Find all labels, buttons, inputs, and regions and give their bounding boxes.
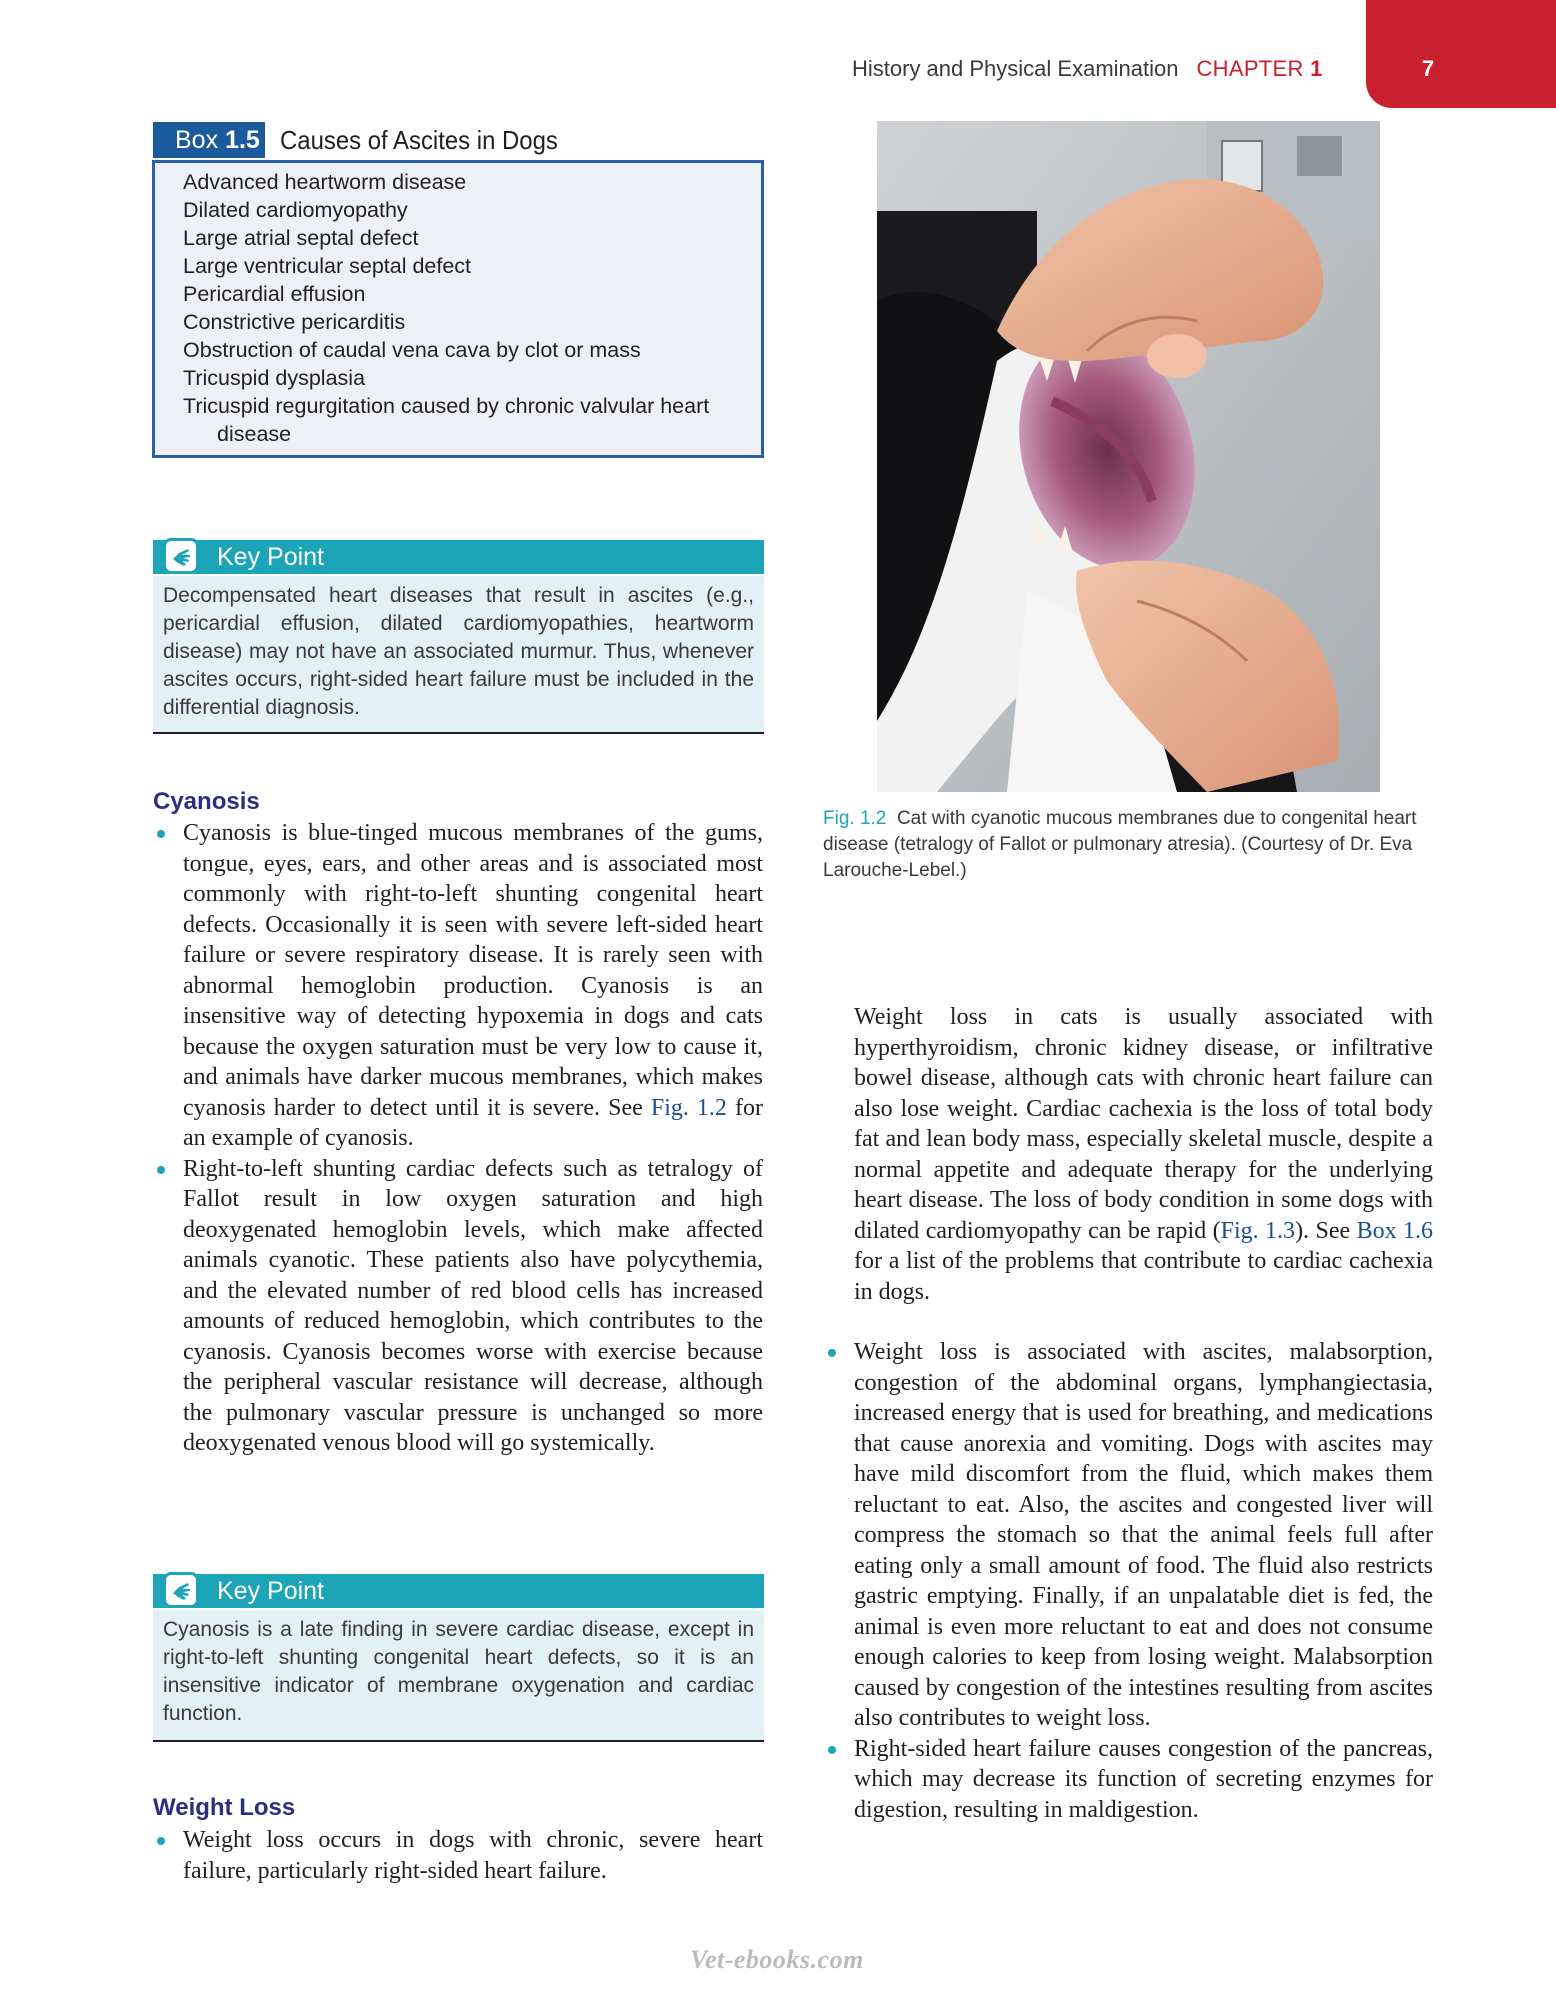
box-list-item: Large atrial septal defect (183, 226, 419, 250)
paragraph-text: for a list of the problems that contribute to cardiac cachexia in dogs. (854, 1248, 1433, 1305)
weight-loss-list (153, 1825, 763, 1886)
bullet-text: Cyanosis is blue-tinged mucous membranes of the gums, tongue, eyes, ears, and other areas and is associated most commonly with right-to-left shunting congenital heart defects. Occasionally it is seen with severe left-sided heart failure or severe respiratory disease. It is rarely seen with abnormal hemoglobin production. Cyanosis is an insensitive way of detecting hypoxemia in dogs and cats because the oxygen saturation must be very low to cause it, and animals have darker mucous membranes, which makes cyanosis harder to detect until it is severe. See (183, 820, 763, 1121)
bullet-icon (828, 1746, 836, 1754)
bullet-icon (157, 830, 165, 838)
box-list-item: Advanced heartworm disease (183, 170, 467, 194)
pointing-hand-icon (163, 1572, 199, 1608)
bullet-text: Weight loss is associated with ascites, malabsorption, congestion of the abdominal organs, lymphangiectasia, increased energy that is used for breathing, and medications that cause anorexia and vomiting. Dogs with ascites may have mild discomfort from the fluid, which makes them reluctant to eat. Also, the ascites and congested liver will compress the stomach so that the animal feels full after eating only a small amount of food. The fluid also restricts gastric emptying. Finally, if an unpalatable diet is fed, the animal is even more reluctant to eat and does not consume enough calories to keep from losing weight. Malabsorption caused by congestion of the intestines resulting from ascites also contributes to weight loss. (854, 1339, 1433, 1731)
pointing-hand-icon (163, 538, 199, 574)
box-label-number: 1.5 (225, 126, 260, 154)
list-item (824, 1337, 1433, 1734)
key-point-header (153, 540, 764, 574)
chapter-number: 1 (1310, 56, 1323, 81)
key-point-header (153, 1574, 764, 1608)
page-number: 7 (1421, 56, 1435, 81)
figure-link[interactable]: Fig. 1.2 (650, 1094, 727, 1121)
figure-label: Fig. 1.2 (823, 808, 887, 829)
bullet-text: Right-to-left shunting cardiac defects such as tetralogy of Fallot result in low oxygen saturation and high deoxygenated hemoglobin levels, which make affected animals cyanotic. These patients also have polycythemia, and the elevated number of red blood cells has increased amounts of reduced hemoglobin, which contributes to the cyanosis. Cyanosis becomes worse with exercise because the peripheral vascular resistance will decrease, although the pulmonary vascular pressure is unchanged so more deoxygenated venous blood will go systemically. (183, 1155, 763, 1456)
cat-photo (877, 121, 1380, 792)
section-heading-weight-loss: Weight Loss (153, 1794, 296, 1821)
bullet-icon (157, 1837, 165, 1845)
box-link[interactable]: Box 1.6 (1356, 1217, 1433, 1244)
running-title: History and Physical Examination (852, 56, 1179, 81)
bullet-text: Weight loss occurs in dogs with chronic, severe heart failure, particularly right-sided heart failure. (183, 1827, 763, 1884)
figure-caption (823, 806, 1423, 884)
bullet-text-end: for an example of cyanosis. (183, 1094, 763, 1151)
box-list-item: Constrictive pericarditis (183, 310, 406, 334)
key-point-text: Cyanosis is a late finding in severe cardiac disease, except in right-to-left shunting congenital heart defects, so it is an insensitive indicator of membrane oxygenation and cardiac function. (153, 1610, 764, 1742)
key-point-text: Decompensated heart diseases that result in ascites (e.g., pericardial effusion, dilated cardiomyopathies, heartworm disease) may not have an associated murmur. Thus, whenever ascites occurs, right-sided heart failure must be included in the differential diagnosis. (153, 576, 764, 734)
box-list-item: Pericardial effusion (183, 282, 366, 306)
section-heading-cyanosis: Cyanosis (153, 788, 260, 815)
box-list-item: Obstruction of caudal vena cava by clot or mass (183, 338, 641, 362)
box-title: Causes of Ascites in Dogs (280, 125, 558, 155)
cyanosis-list (153, 818, 763, 1459)
figure-link[interactable]: Fig. 1.3 (1220, 1217, 1296, 1244)
running-head (852, 56, 1323, 82)
key-point-title: Key Point (217, 1577, 325, 1605)
box-list-item: Large ventricular septal defect (183, 254, 472, 278)
bullet-icon (157, 1166, 165, 1174)
watermark-logo: Vet-ebooks.com (690, 1945, 864, 1974)
box-list-item: Dilated cardiomyopathy (183, 198, 408, 222)
paragraph-text: Weight loss in cats is usually associated with hyperthyroidism, chronic kidney disease, or infiltrative bowel disease, although cats with chronic heart failure can also lose weight. Cardiac cachexia is the loss of total body fat and lean body mass, especially skeletal muscle, despite a normal appetite and adequate therapy for the underlying heart disease. The loss of body condition in some dogs with dilated cardiomyopathy can be rapid ( (854, 1004, 1433, 1244)
page-number-tab (1366, 0, 1556, 108)
chapter-word: CHAPTER (1196, 56, 1304, 81)
list-item (824, 1734, 1433, 1826)
box-list-item: Tricuspid dysplasia (183, 366, 366, 390)
figure-caption-text: Cat with cyanotic mucous membranes due to congenital heart disease (tetralogy of Fallot or pulmonary atresia). (Courtesy of Dr. Eva Larouche-Lebel.) (823, 808, 1417, 881)
box-label (153, 122, 265, 158)
weight-loss-right-list (824, 1337, 1433, 1825)
bullet-text: Right-sided heart failure causes congestion of the pancreas, which may decrease its function of secreting enzymes for digestion, resulting in maldigestion. (854, 1735, 1433, 1823)
paragraph-text: ). See (1295, 1217, 1357, 1244)
chapter-label (1196, 56, 1322, 81)
list-item (153, 1154, 763, 1459)
box-list (183, 168, 753, 448)
bullet-icon (828, 1349, 836, 1357)
list-item (153, 818, 763, 1154)
box-label-word: Box (175, 126, 219, 154)
list-item (153, 1825, 763, 1886)
box-list-item: Tricuspid regurgitation caused by chronic valvular heart disease (183, 394, 710, 446)
weight-loss-continuation (854, 1002, 1433, 1307)
key-point-title: Key Point (217, 543, 325, 571)
